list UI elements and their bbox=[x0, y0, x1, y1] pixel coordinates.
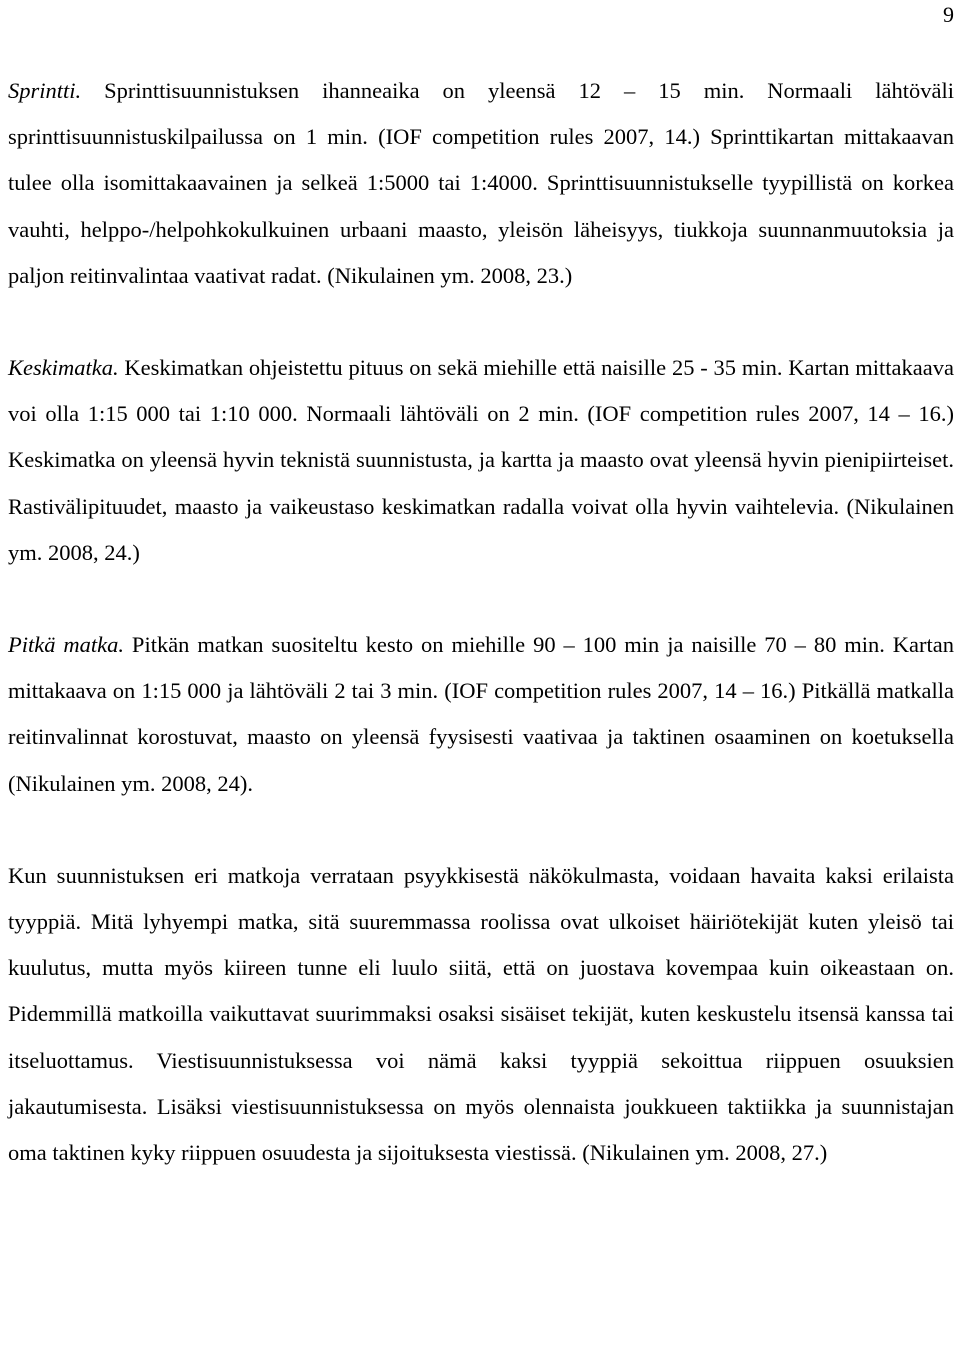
paragraph-middle-distance bbox=[8, 345, 954, 576]
paragraph-long-distance bbox=[8, 622, 954, 807]
paragraph-text: Pitkän matkan suositeltu kesto on miehille 90 – 100 min ja naisille 70 – 80 min. Kartan mittakaava on 1:15 000 ja lähtöväli 2 tai 3 min. (IOF competition rules 2007, 14 – 16.) Pitkällä matkalla reitinvalinnat korostuvat, maasto on yleensä fyysisesti vaativaa ja taktinen osaaminen on koetuksella (Nikulainen ym. 2008, 24). bbox=[8, 632, 954, 796]
paragraph-lead: Pitkä matka. bbox=[8, 632, 125, 658]
paragraph-sprint bbox=[8, 68, 954, 299]
paragraph-lead: Sprintti. bbox=[8, 78, 82, 103]
paragraph-text: Keskimatkan ohjeistettu pituus on sekä miehille että naisille 25 - 35 min. Kartan mittakaava voi olla 1:15 000 tai 1:10 000. Normaali lähtöväli on 2 min. (IOF competition rules 2007, 14 – 16.) Keskimatka on yleensä hyvin teknistä suunnistusta, ja kartta ja maasto ovat yleensä hyvin pienipiirteiset. Rastivälipituudet, maasto ja vaikeustaso keskimatkan radalla voivat olla hyvin vaihtelevia. (Nikulainen ym. 2008, 24.) bbox=[8, 355, 954, 565]
paragraph-comparison bbox=[8, 853, 954, 1176]
paragraph-text: Sprinttisuunnistuksen ihanneaika on yleensä 12 – 15 min. Normaali lähtöväli sprinttisuunnistuskilpailussa on 1 min. (IOF competition rules 2007, 14.) Sprinttikartan mittakaavan tulee olla isomittakaavainen ja selkeä 1:5000 tai 1:4000. Sprinttisuunnistukselle tyypillistä on korkea vauhti, helppo-/helpohkokulkuinen urbaani maasto, yleisön läheisyys, tiukkoja suunnanmuutoksia ja paljon reitinvalintaa vaativat radat. (Nikulainen ym. 2008, 23.) bbox=[8, 78, 954, 288]
paragraph-text: Kun suunnistuksen eri matkoja verrataan psyykkisestä näkökulmasta, voidaan havaita kaksi erilaista tyyppiä. Mitä lyhyempi matka, sitä suuremmassa roolissa ovat ulkoiset häiriötekijät kuten yleisö tai kuulutus, mutta myös kiireen tunne eli luulo siitä, että on juostava kovempaa kuin oikeastaan on. Pidemmillä matkoilla vaikuttavat suurimmaksi osaksi sisäiset tekijät, kuten keskustelu itsensä kanssa tai itseluottamus. Viestisuunnistuksessa voi nämä kaksi tyyppiä sekoittua riippuen osuuksien jakautumisesta. Lisäksi viestisuunnistuksessa on myös olennaista joukkueen taktiikka ja suunnistajan oma taktinen kyky riippuen osuudesta ja sijoituksesta viestissä. (Nikulainen ym. 2008, 27.) bbox=[8, 862, 954, 1166]
paragraph-lead: Keskimatka. bbox=[8, 355, 119, 381]
page-number: 9 bbox=[943, 2, 954, 27]
document-body bbox=[8, 68, 954, 1176]
